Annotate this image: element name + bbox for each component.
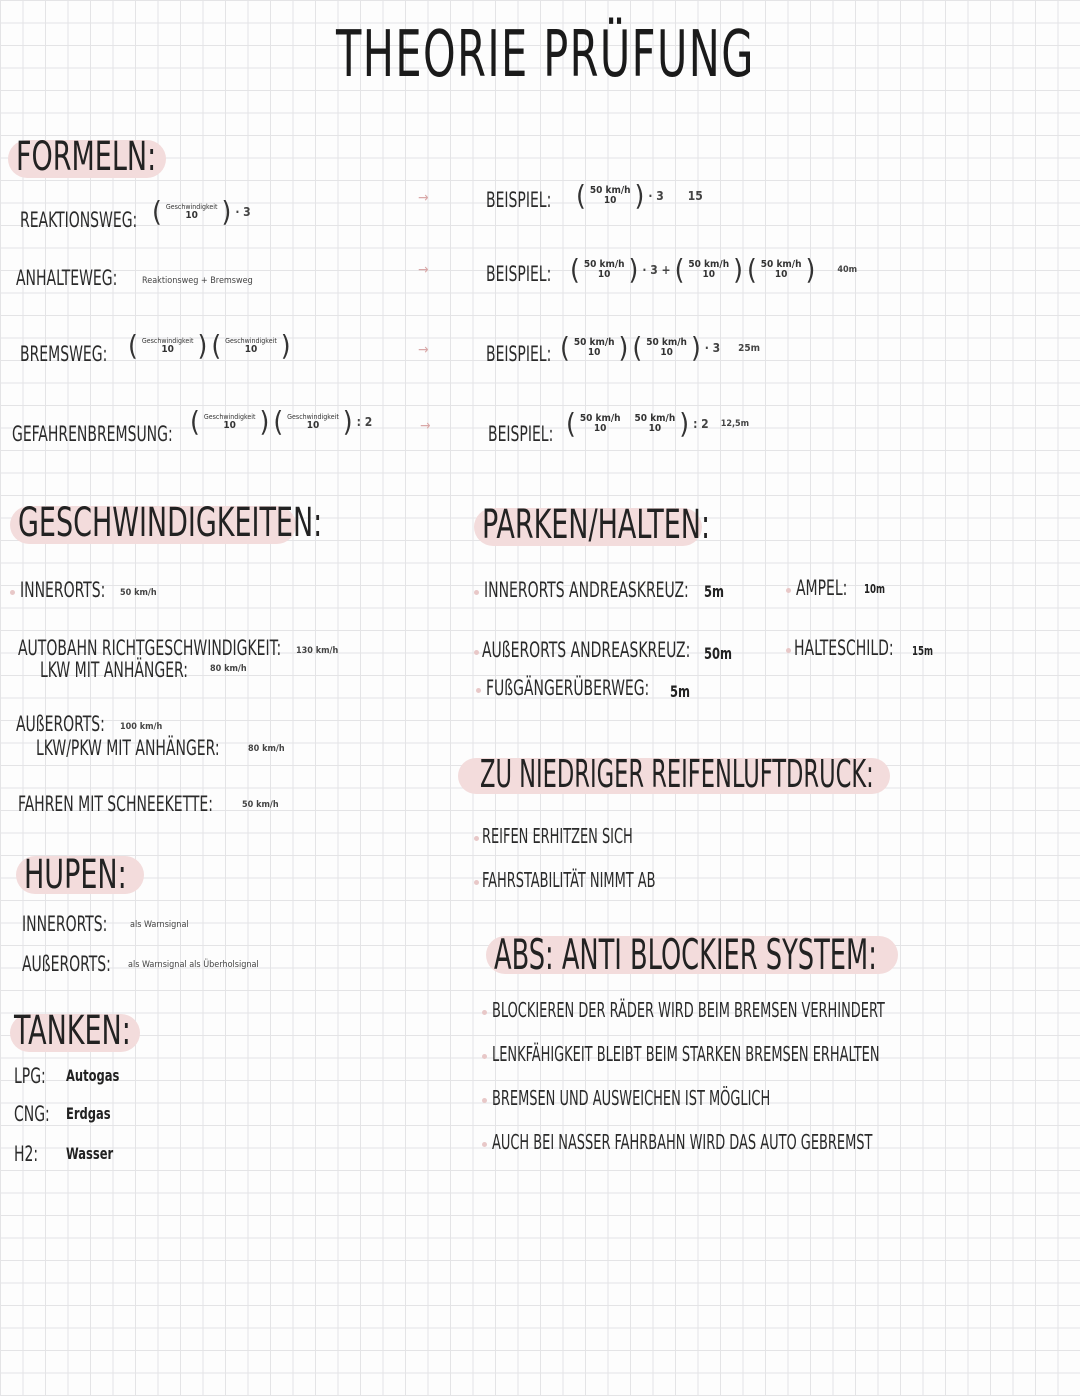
page-title: THEORIE PRÜFUNG [336, 18, 755, 92]
fussgaenger-label: FUßGÄNGERÜBERWEG: [486, 676, 650, 700]
fussgaenger-value: 5m [670, 682, 691, 701]
bullet-icon [474, 836, 479, 841]
hupen-heading: HUPEN: [24, 852, 127, 898]
tanken-heading: TANKEN: [14, 1008, 131, 1054]
formeln-heading: FORMELN: [16, 134, 157, 180]
beispiel-label: BEISPIEL: [488, 422, 554, 446]
parken-innerorts-label: INNERORTS ANDREASKREUZ: [484, 578, 689, 602]
bremsweg-formula: ( Geschwindigkeit 10 ) ( Geschwindigkeit 10 ) [128, 329, 291, 362]
ausserorts-value: 100 km/h [120, 722, 163, 732]
gefahrenbremsung-label: GEFAHRENBREMSUNG: [12, 422, 173, 446]
h2-label: H2: [14, 1142, 39, 1166]
anhalteweg-label: ANHALTEWEG: [16, 266, 118, 290]
innerorts-label: INNERORTS: [20, 578, 106, 602]
bullet-icon [482, 1010, 487, 1015]
bullet-icon [786, 588, 791, 593]
cng-value: Erdgas [66, 1104, 111, 1123]
ampel-label: AMPEL: [796, 576, 848, 600]
beispiel-label: BEISPIEL: [486, 262, 552, 286]
reifen-item: REIFEN ERHITZEN SICH [482, 824, 633, 848]
parken-ausserorts-label: AUßERORTS ANDREASKREUZ: [482, 638, 691, 662]
bullet-icon [482, 1054, 487, 1059]
lkwpkw-label: LKW/PKW MIT ANHÄNGER: [36, 736, 220, 760]
ampel-value: 10m [864, 582, 886, 596]
bullet-icon [482, 1098, 487, 1103]
hupen-ausserorts-label: AUßERORTS: [22, 952, 111, 976]
reaktionsweg-formula: ( Geschwindigkeit 10 ) · 3 [152, 195, 251, 228]
schneekette-value: 50 km/h [242, 800, 279, 810]
lkwpkw-value: 80 km/h [248, 744, 285, 754]
arrow-icon: → [418, 342, 429, 358]
reifen-item: FAHRSTABILITÄT NIMMT AB [482, 868, 656, 892]
lkw-value: 80 km/h [210, 664, 247, 674]
bullet-icon [786, 648, 791, 653]
abs-item: LENKFÄHIGKEIT BLEIBT BEIM STARKEN BREMSEN ERHALTEN [492, 1042, 880, 1066]
beispiel-formula: ( 50 km/h 10 50 km/h 10 ) : 2 12,5m [566, 407, 750, 440]
cng-label: CNG: [14, 1102, 50, 1126]
beispiel-formula: ( 50 km/h 10 ) · 3 + ( 50 km/h 10 ) ( 50 km/h 10 ) 40m [570, 253, 858, 286]
abs-item: BLOCKIEREN DER RÄDER WIRD BEIM BREMSEN VERHINDERT [492, 998, 885, 1022]
autobahn-value: 130 km/h [296, 646, 339, 656]
hupen-innerorts-label: INNERORTS: [22, 912, 108, 936]
bullet-icon [474, 880, 479, 885]
h2-value: Wasser [66, 1144, 114, 1163]
bullet-icon [482, 1142, 487, 1147]
lpg-value: Autogas [66, 1066, 120, 1085]
lkw-label: LKW MIT ANHÄNGER: [40, 658, 188, 682]
beispiel-formula: ( 50 km/h 10 ) ( 50 km/h 10 ) · 3 25m [560, 331, 761, 364]
hupen-ausserorts-value: als Warnsignal als Überholsignal [128, 960, 259, 970]
parken-ausserorts-value: 50m [704, 644, 733, 663]
abs-heading: ABS: ANTI BLOCKIER SYSTEM: [494, 930, 877, 979]
reifen-heading: ZU NIEDRIGER REIFENLUFTDRUCK: [480, 752, 874, 796]
schneekette-label: FAHREN MIT SCHNEEKETTE: [18, 792, 213, 816]
beispiel-formula: ( 50 km/h 10 ) · 3 15 [576, 179, 703, 212]
halteschild-value: 15m [912, 644, 934, 658]
parken-heading: PARKEN/HALTEN: [482, 502, 711, 548]
innerorts-value: 50 km/h [120, 588, 157, 598]
bremsweg-label: BREMSWEG: [20, 342, 108, 366]
arrow-icon: → [420, 418, 431, 434]
parken-innerorts-value: 5m [704, 582, 725, 601]
bullet-icon [474, 590, 479, 595]
bullet-icon [476, 688, 481, 693]
hupen-innerorts-value: als Warnsignal [130, 920, 189, 930]
ausserorts-label: AUßERORTS: [16, 712, 105, 736]
abs-item: BREMSEN UND AUSWEICHEN IST MÖGLICH [492, 1086, 771, 1110]
beispiel-label: BEISPIEL: [486, 188, 552, 212]
halteschild-label: HALTESCHILD: [794, 636, 894, 660]
gefahrenbremsung-formula: ( Geschwindigkeit 10 ) ( Geschwindigkeit 10 ) : 2 [190, 405, 373, 438]
bullet-icon [10, 590, 15, 595]
geschwindigkeiten-heading: GESCHWINDIGKEITEN: [18, 500, 323, 546]
arrow-icon: → [418, 262, 429, 278]
bullet-icon [474, 650, 479, 655]
abs-item: AUCH BEI NASSER FAHRBAHN WIRD DAS AUTO GEBREMST [492, 1130, 873, 1154]
reaktionsweg-label: REAKTIONSWEG: [20, 208, 138, 232]
beispiel-label: BEISPIEL: [486, 342, 552, 366]
anhalteweg-text: Reaktionsweg + Bremsweg [142, 276, 253, 286]
arrow-icon: → [418, 190, 429, 206]
lpg-label: LPG: [14, 1064, 46, 1088]
autobahn-label: AUTOBAHN RICHTGESCHWINDIGKEIT: [18, 636, 282, 660]
